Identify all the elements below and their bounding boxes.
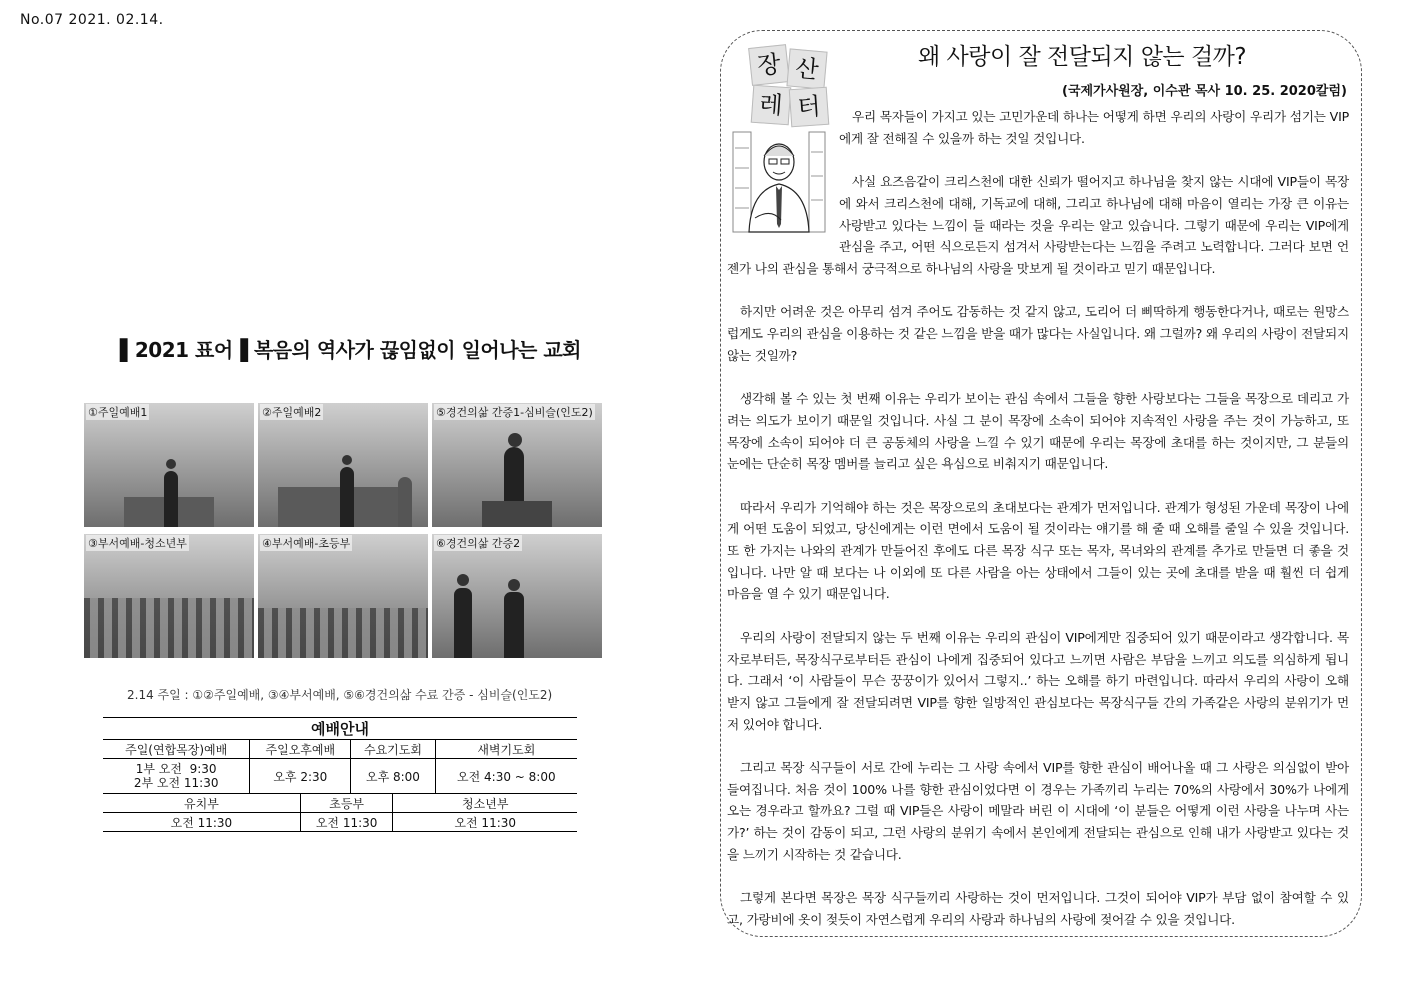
photo-head — [508, 579, 520, 591]
schedule-value: 오후 2:30 — [250, 759, 351, 794]
photo-2 — [258, 403, 428, 527]
letter-paragraph: 그렇게 본다면 목장은 목장 식구들끼리 사랑하는 것이 먼저입니다. 그것이 되어야 VIP가 부담 없이 참여할 수 있고, 가랑비에 옷이 젖듯이 자연스럽게 우리의 사랑과 하나님의 사랑에 젖어갈 수 있을 것입니다. — [727, 890, 1349, 927]
photo-figure — [340, 467, 354, 527]
issue-line: No.07 2021. 02.14. — [20, 12, 164, 28]
logo-block: 터 — [789, 87, 830, 128]
photo-scene — [258, 608, 428, 658]
dept-value: 오전 11:30 — [393, 813, 577, 832]
photo-caption: ③부서예배-청소년부 — [88, 537, 187, 550]
schedule-value: 1부 오전 9:30 2부 오전 11:30 — [103, 759, 250, 794]
portrait-space — [727, 106, 839, 238]
schedule-header: 수요기도회 — [351, 740, 435, 759]
dept-header: 청소년부 — [393, 794, 577, 813]
logo-block: 장 — [748, 44, 790, 86]
schedule-value: 오전 4:30 ~ 8:00 — [435, 759, 577, 794]
photo-figure — [504, 592, 524, 658]
dept-header: 유치부 — [103, 794, 300, 813]
photo-caption: ⑥경건의삶 간증2 — [436, 537, 521, 550]
photo-4 — [258, 534, 428, 658]
photo-caption: ④부서예배-초등부 — [262, 537, 351, 550]
schedule-title: 예배안내 — [103, 718, 577, 740]
photo-head — [457, 574, 469, 586]
photo-6 — [432, 534, 602, 658]
photo-figure — [398, 477, 412, 527]
photo-grid — [84, 403, 602, 658]
photo-head — [508, 433, 522, 447]
dept-value: 오전 11:30 — [300, 813, 393, 832]
logo-block: 산 — [786, 48, 827, 89]
letter-title: 왜 사랑이 잘 전달되지 않는 걸까? — [918, 44, 1247, 70]
photo-scene — [482, 501, 552, 527]
worship-schedule-table — [103, 717, 577, 832]
schedule-header: 주일(연합목장)예배 — [103, 740, 250, 759]
photo-figure — [454, 588, 472, 658]
photo-caption: ①주일예배1 — [88, 406, 148, 419]
photo-3 — [84, 534, 254, 658]
logo-block: 레 — [751, 85, 792, 126]
photo-figure — [164, 471, 178, 527]
letter-source: (국제가사원장, 이수관 목사 10. 25. 2020칼럼) — [1062, 84, 1347, 99]
photo-5 — [432, 403, 602, 527]
schedule-header: 주일오후예배 — [250, 740, 351, 759]
letter-paragraph: 따라서 우리가 기억해야 하는 것은 목장으로의 초대보다는 관계가 먼저입니다. 관계가 형성된 가운데 목장이 나에게 어떤 도움이 되었고, 당신에게는 이런 면에서 도움이 될 것이라는 얘기를 해 줄 때 오해를 줄일 수 있을 것입니다. 또 한 가지는 나와의 관계가 만들어진 후에도 다른 목장 식구 또는 목자, 목녀와의 관계를 추가로 만들면 더 좋을 것입니다. 나만 알 때 보다는 나 이외에 또 다른 사람을 아는 상태에서 그들이 있는 곳에 초대를 받을 때 훨씬 더 쉽게 마음을 열 수 있기 때문입니다. — [727, 499, 1349, 602]
photo-caption: ⑤경건의삶 간증1-심비슬(인도2) — [436, 406, 593, 419]
letter-body — [727, 106, 1349, 931]
schedule-header: 새벽기도회 — [435, 740, 577, 759]
letter-paragraph: 우리의 사랑이 전달되지 않는 두 번째 이유는 우리의 관심이 VIP에게만 집중되어 있기 때문이라고 생각합니다. 목자로부터든, 목장식구로부터든 관심이 나에게 집중되어 있다고 느끼면 사람은 부담을 느끼고 의도를 의심하게 됩니다. 그래서 ‘이 사람들이 무슨 꿍꿍이가 있어서 그렇지..’ 하는 오해를 하기 마련입니다. 따라서 우리의 사랑이 오해 받지 않고 그들에게 잘 전달되려면 VIP를 향한 일방적인 관심보다는 목장식구들 간의 가족같은 사랑의 분위기가 먼저 있어야 합니다. — [727, 629, 1349, 732]
schedule-value: 오후 8:00 — [351, 759, 435, 794]
letter-paragraph: 그리고 목장 식구들이 서로 간에 누리는 그 사랑 속에서 VIP를 향한 관심이 배어나올 때 그 사랑은 의심없이 받아들여집니다. 처음 것이 100% 나를 향한 관심이었다면 이 경우는 가족끼리 누리는 70%의 사랑에서 30%가 나에게 오는 경우라고 할까요? 그럴 때 VIP들은 사랑이 메말라 버린 이 시대에 ‘이 분들은 어떻게 이런 사랑을 나누며 사는가?’ 하는 것이 감동이 되고, 그런 사랑의 분위기 속에서 본인에게 전달되는 관심으로 인해 내가 사랑받고 있다는 것을 느끼기 시작하는 것 같습니다. — [727, 760, 1349, 862]
photo-caption: ②주일예배2 — [262, 406, 322, 419]
church-motto: ▌2021 표어▐ 복음의 역사가 끊임없이 일어나는 교회 — [120, 338, 581, 362]
letter-paragraph: 생각해 볼 수 있는 첫 번째 이유는 우리가 보이는 관심 속에서 그들을 향한 사랑보다는 그들을 목장으로 데리고 가려는 의도가 보이기 때문일 것입니다. 사실 그 분이 목장에 소속이 되어야 지속적인 사랑을 주는 것이 가능하고, 또 목장에 소속이 되어야 더 큰 공동체의 사랑을 느낄 수 있기 때문에 우리는 목장에 초대를 하는 것이지만, 그 분들의 눈에는 단순히 목장 멤버를 늘리고 싶은 욕심으로 비춰지기 때문입니다. — [727, 391, 1349, 472]
photo-head — [342, 455, 352, 465]
photo-scene — [84, 598, 254, 658]
photo-1 — [84, 403, 254, 527]
letter-paragraph: 하지만 어려운 것은 아무리 섬겨 주어도 감동하는 것 같지 않고, 도리어 더 삐딱하게 행동한다거나, 때로는 원망스럽게도 우리의 관심을 이용하는 것 같은 느낌을 받을 때가 많다는 사실입니다. 왜 그럴까? 왜 우리의 사랑이 전달되지 않는 것일까? — [727, 304, 1349, 363]
dept-header: 초등부 — [300, 794, 393, 813]
photo-head — [166, 459, 176, 469]
dept-value: 오전 11:30 — [103, 813, 300, 832]
letter-paragraph: 사실 요즈음같이 크리스천에 대한 신뢰가 떨어지고 하나님을 찾지 않는 시대에 VIP들이 목장에 와서 크리스천에 대해, 기독교에 대해, 그리고 하나님에 대해 마음이 열리는 가장 큰 이유는 사랑받고 있다는 느낌이 들 때라는 것을 우리는 알고 있습니다. 그렇기 때문에 우리는 VIP에게 관심을 주고, 어떤 식으로든지 섬겨서 사랑받는다는 느낌을 주려고 노력합니다. 그러다 보면 언젠가 나의 관심을 통해서 궁극적으로 하나님의 사랑을 맛보게 될 것이라고 믿기 때문입니다. — [727, 174, 1349, 276]
letter-paragraph: 우리 목자들이 가지고 있는 고민가운데 하나는 어떻게 하면 우리의 사랑이 우리가 섬기는 VIP에게 잘 전해질 수 있을까 하는 것일 것입니다. — [839, 109, 1349, 146]
photo-caption-line: 2.14 주일 : ①②주일예배, ③④부서예배, ⑤⑥경건의삶 수료 간증 - 심비슬(인도2) — [127, 688, 553, 702]
